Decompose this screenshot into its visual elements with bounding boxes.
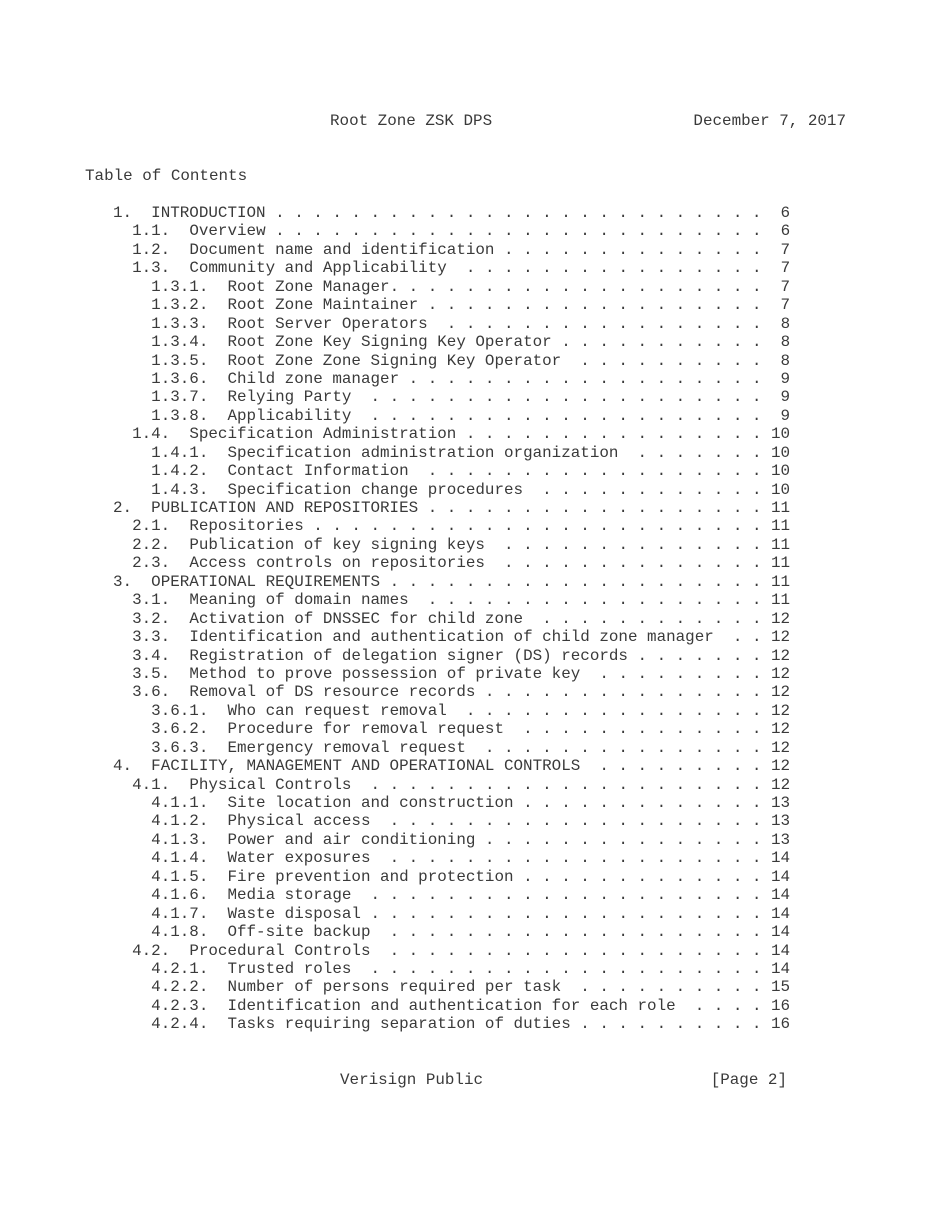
toc-entry-title: Root Zone Manager.	[227, 277, 400, 296]
toc-dot-leader: . . . . . . . . . . . . . .	[494, 240, 781, 259]
toc-entry-title: Access controls on repositories	[189, 554, 485, 573]
toc-entry[interactable]	[113, 333, 790, 351]
toc-dot-leader: . . . . . . . . . . . . . . . . . . . . . . . . . .	[265, 204, 781, 222]
toc-entry-page: 7	[780, 277, 791, 296]
toc-entry-title: Root Zone Zone Signing Key Operator	[227, 351, 562, 370]
toc-dot-leader: . . . . . . . . . . . . . . . . . .	[418, 499, 772, 517]
toc-entry[interactable]	[113, 868, 790, 886]
toc-entry-number: 1.3.6.	[151, 369, 209, 388]
toc-entry-number: 3.6.1.	[151, 701, 209, 720]
toc-entry-page: 13	[771, 812, 791, 831]
toc-entry-number: 1.1.	[132, 222, 171, 241]
toc-dot-leader: . . . . . . . . . . . . . .	[484, 554, 772, 573]
toc-dot-leader: . . . . . . . . . . . . . . . . . .	[408, 462, 772, 481]
toc-entry-title: Applicability	[227, 406, 352, 425]
toc-entry[interactable]	[113, 812, 790, 830]
toc-entry-page: 14	[771, 886, 791, 905]
toc-entry-page: 12	[771, 683, 791, 702]
footer-page-number: [Page 2]	[710, 1071, 787, 1089]
toc-entry-page: 12	[771, 757, 791, 776]
toc-entry[interactable]	[113, 352, 790, 370]
footer-label: Verisign Public	[340, 1071, 484, 1089]
toc-entry-title: Root Zone Key Signing Key Operator	[227, 333, 552, 352]
toc-entry-page: 14	[771, 941, 791, 960]
toc-dot-leader: . . . . . . . . .	[580, 757, 771, 776]
toc-entry[interactable]	[113, 923, 790, 941]
toc-entry-number: 3.4.	[132, 646, 171, 665]
toc-entry[interactable]	[113, 720, 790, 738]
toc-entry-title: FACILITY, MANAGEMENT AND OPERATIONAL CONTROLS	[151, 757, 581, 776]
toc-entry-number: 3.1.	[132, 591, 171, 610]
toc-entry[interactable]	[113, 536, 790, 554]
toc-entry-number: 1.3.1.	[151, 277, 209, 296]
toc-entry-title: Specification Administration	[189, 425, 457, 444]
toc-entry[interactable]	[113, 241, 790, 259]
toc-entry-title: Removal of DS resource records	[189, 683, 476, 702]
toc-entry-page: 12	[771, 646, 791, 665]
toc-entry-page: 14	[771, 959, 791, 978]
toc-entry[interactable]	[113, 591, 790, 609]
toc-entry-title: Who can request removal	[227, 701, 447, 720]
toc-dot-leader: . . . . . . . . . . . . .	[513, 867, 772, 886]
toc-entry-page: 9	[780, 388, 791, 407]
toc-entry[interactable]	[113, 573, 790, 591]
toc-entry-number: 1.3.3.	[151, 314, 209, 333]
toc-dot-leader: . . . . . . . . . . . . . .	[484, 535, 772, 554]
toc-dot-leader: . . . . . . . . . . . . .	[504, 720, 772, 739]
toc-entry-number: 1.3.7.	[151, 388, 209, 407]
toc-entry-page: 12	[771, 664, 791, 683]
toc-entry-title: Child zone manager	[227, 369, 400, 388]
toc-entry[interactable]	[113, 1015, 790, 1033]
toc-dot-leader: . . . . . . . . . . . . . . . . .	[427, 314, 781, 333]
toc-dot-leader: . . . . . . . . . . . . . . . . . .	[408, 591, 772, 610]
toc-dot-leader: . . . . . . . . . . .	[551, 333, 781, 352]
toc-dot-leader: . . . . . . .	[627, 646, 772, 665]
toc-entry-number: 3.	[113, 572, 133, 591]
toc-entry-title: Physical Controls	[189, 775, 352, 794]
toc-dot-leader: . . . . . . . . . . . . . . . . . . .	[399, 369, 781, 388]
toc-entry-title: Power and air conditioning	[227, 830, 476, 849]
toc-entry-page: 14	[771, 849, 791, 868]
toc-entry-number: 1.2.	[132, 240, 171, 259]
toc-dot-leader: . . . . . . . . . . . . . . . . . .	[418, 296, 781, 315]
toc-entry-page: 13	[771, 794, 791, 812]
toc-entry[interactable]	[113, 849, 790, 867]
toc-entry-page: 12	[771, 720, 791, 739]
toc-entry-page: 8	[780, 333, 791, 352]
toc-entry-title: Emergency removal request	[227, 738, 466, 757]
toc-dot-leader: . . . . . . . . . . . . . . . .	[446, 259, 781, 278]
toc-entry-page: 11	[771, 517, 791, 536]
toc-entry-page: 8	[780, 314, 791, 333]
toc-dot-leader: . . . . . . .	[618, 443, 772, 462]
toc-dot-leader: . . . . . . . . . .	[561, 351, 781, 370]
toc-entry-title: Community and Applicability	[189, 259, 447, 278]
toc-entry[interactable]	[113, 444, 790, 462]
toc-entry-number: 3.5.	[132, 664, 171, 683]
toc-entry-number: 1.3.8.	[151, 406, 209, 425]
toc-entry[interactable]	[113, 296, 790, 314]
toc-entry-number: 3.6.2.	[151, 720, 209, 739]
toc-dot-leader: . . . . . . . . . . . . . . . . . . . . .	[351, 388, 781, 407]
toc-entry-title: Activation of DNSSEC for child zone	[189, 609, 524, 628]
toc-entry-page: 11	[771, 535, 791, 554]
toc-entry-page: 8	[780, 351, 791, 370]
toc-entry[interactable]	[113, 499, 790, 517]
toc-entry-title: Relying Party	[227, 388, 352, 407]
toc-entry-page: 10	[771, 462, 791, 481]
toc-entry-number: 1.	[113, 204, 133, 222]
toc-entry-title: Site location and construction	[227, 794, 514, 812]
toc-entry[interactable]	[113, 739, 790, 757]
toc-dot-leader: . . . . . . . . . . . . . . . . . . . . .	[351, 775, 772, 794]
toc-entry[interactable]	[113, 222, 790, 240]
toc-entry-title: Repositories	[189, 517, 304, 536]
toc-entry-number: 4.1.6.	[151, 886, 209, 905]
toc-entry-title: Publication of key signing keys	[189, 535, 485, 554]
toc-entry-page: 11	[771, 572, 791, 591]
toc-entry-number: 4.2.2.	[151, 978, 209, 997]
toc-entry-page: 12	[771, 609, 791, 628]
toc-entry-page: 16	[771, 996, 791, 1015]
toc-entry-number: 4.2.4.	[151, 1015, 209, 1034]
toc-entry-title: Registration of delegation signer (DS) records	[189, 646, 628, 665]
toc-entry[interactable]	[113, 960, 790, 978]
toc-entry[interactable]	[113, 702, 790, 720]
toc-entry[interactable]	[113, 628, 790, 646]
toc-dot-leader: . . . . . . . . . . . . . . . . . . . . .	[351, 406, 781, 425]
toc-dot-leader: . . . . . . . . . . . . . . . . . . . .	[370, 812, 772, 831]
toc-entry-number: 1.4.3.	[151, 480, 209, 499]
toc-dot-leader: . . . . . . . . . . . . . . .	[475, 830, 772, 849]
toc-entry[interactable]	[113, 554, 790, 572]
toc-entry[interactable]	[113, 517, 790, 535]
header-document-title: Root Zone ZSK DPS	[330, 112, 493, 130]
toc-entry-page: 7	[780, 259, 791, 278]
toc-entry-page: 12	[771, 738, 791, 757]
toc-entry[interactable]	[113, 776, 790, 794]
toc-entry[interactable]	[113, 204, 790, 222]
toc-entry-page: 12	[771, 775, 791, 794]
toc-entry-page: 14	[771, 923, 791, 942]
toc-entry[interactable]	[113, 425, 790, 443]
toc-entry-title: Overview	[189, 222, 266, 241]
toc-dot-leader: . . . . . . . . . . . . . . . . . . . .	[380, 572, 772, 591]
toc-heading: Table of Contents	[85, 167, 248, 185]
toc-entry-number: 4.1.3.	[151, 830, 209, 849]
toc-entry-number: 3.2.	[132, 609, 171, 628]
toc-entry[interactable]	[113, 886, 790, 904]
toc-entry-number: 1.3.2.	[151, 296, 209, 315]
toc-entry[interactable]	[113, 315, 790, 333]
toc-entry[interactable]	[113, 610, 790, 628]
toc-entry-title: Specification change procedures	[227, 480, 524, 499]
toc-entry-page: 10	[771, 425, 791, 444]
toc-entry-title: Identification and authentication of child zone manager	[189, 628, 714, 647]
toc-entry-page: 6	[780, 222, 791, 241]
toc-dot-leader: . . . . . . . . . . . . . . . .	[456, 425, 772, 444]
toc-dot-leader: . . . . . . . . . .	[561, 978, 772, 997]
toc-entry-page: 9	[780, 369, 791, 388]
toc-entry-title: OPERATIONAL REQUIREMENTS	[151, 572, 381, 591]
toc-dot-leader: . . . . . . . . . . . . . . .	[465, 738, 772, 757]
toc-entry-page: 11	[771, 554, 791, 573]
toc-entry[interactable]	[113, 462, 790, 480]
toc-dot-leader: . . . . . . . . . .	[570, 1015, 772, 1034]
toc-entry[interactable]	[113, 978, 790, 996]
toc-entry-page: 11	[771, 499, 791, 517]
toc-dot-leader: . . . . . . . . . . . . . . . . . . . . .	[351, 959, 772, 978]
toc-entry-number: 2.3.	[132, 554, 171, 573]
toc-dot-leader: . . . . . . . . . . . . . . . . . . .	[399, 277, 781, 296]
toc-entry-page: 7	[780, 240, 791, 259]
toc-entry-number: 4.1.1.	[151, 794, 209, 812]
toc-entry-page: 12	[771, 701, 791, 720]
toc-entry-number: 1.4.1.	[151, 443, 209, 462]
table-of-contents	[113, 204, 790, 1034]
toc-entry-title: Contact Information	[227, 462, 409, 481]
toc-entry-page: 13	[771, 830, 791, 849]
toc-entry[interactable]	[113, 831, 790, 849]
toc-entry-title: Off-site backup	[227, 923, 371, 942]
toc-entry-title: Specification administration organization	[227, 443, 619, 462]
toc-entry-number: 4.	[113, 757, 133, 776]
toc-entry[interactable]	[113, 905, 790, 923]
toc-dot-leader: . . . . . . . . . . . . . . .	[475, 683, 772, 702]
toc-entry-title: Fire prevention and protection	[227, 867, 514, 886]
toc-entry-title: Root Server Operators	[227, 314, 428, 333]
toc-dot-leader: . . . . . . . . . . . . . . . . . . . .	[370, 941, 772, 960]
toc-entry-number: 3.6.	[132, 683, 171, 702]
toc-entry-title: Media storage	[227, 886, 352, 905]
toc-entry[interactable]	[113, 665, 790, 683]
toc-entry-number: 2.2.	[132, 535, 171, 554]
toc-dot-leader: . . . . . . . . . . . . . . . .	[446, 701, 772, 720]
toc-entry-title: Procedural Controls	[189, 941, 371, 960]
toc-entry-page: 6	[780, 204, 791, 222]
toc-entry-page: 10	[771, 443, 791, 462]
toc-entry-title: INTRODUCTION	[151, 204, 266, 222]
toc-entry[interactable]	[113, 388, 790, 406]
toc-entry[interactable]	[113, 997, 790, 1015]
toc-dot-leader: . . . . . . . . . . . . . . . . . . . . . . . . . .	[265, 222, 781, 241]
toc-entry-page: 14	[771, 904, 791, 923]
toc-entry-title: Document name and identification	[189, 240, 495, 259]
toc-entry-title: Tasks requiring separation of duties	[227, 1015, 571, 1034]
toc-entry-title: Procedure for removal request	[227, 720, 504, 739]
toc-entry-title: PUBLICATION AND REPOSITORIES	[151, 499, 419, 517]
toc-entry-page: 11	[771, 591, 791, 610]
toc-entry-title: Waste disposal	[227, 904, 361, 923]
toc-dot-leader: . .	[713, 628, 772, 647]
toc-entry-title: Physical access	[227, 812, 371, 831]
toc-entry-title: Number of persons required per task	[227, 978, 562, 997]
toc-entry-page: 15	[771, 978, 791, 997]
toc-entry-number: 1.3.	[132, 259, 171, 278]
toc-entry-page: 7	[780, 296, 791, 315]
toc-dot-leader: . . . . . . . . . . . . . . . . . . . . . . . .	[303, 517, 772, 536]
toc-entry-title: Identification and authentication for each role	[227, 996, 676, 1015]
toc-entry-number: 4.2.1.	[151, 959, 209, 978]
toc-entry-number: 1.3.5.	[151, 351, 209, 370]
toc-entry-page: 14	[771, 867, 791, 886]
toc-entry[interactable]	[113, 794, 790, 812]
toc-entry-number: 4.1.8.	[151, 923, 209, 942]
toc-entry-number: 4.1.4.	[151, 849, 209, 868]
toc-entry-page: 12	[771, 628, 791, 647]
toc-dot-leader: . . . .	[675, 996, 772, 1015]
toc-entry-title: Trusted roles	[227, 959, 352, 978]
toc-dot-leader: . . . . . . . . .	[580, 664, 772, 683]
toc-entry-number: 4.1.7.	[151, 904, 209, 923]
toc-dot-leader: . . . . . . . . . . . . .	[513, 794, 772, 812]
header-date: December 7, 2017	[693, 112, 846, 130]
toc-dot-leader: . . . . . . . . . . . .	[523, 609, 772, 628]
toc-entry[interactable]	[113, 757, 790, 775]
toc-entry-page: 9	[780, 406, 791, 425]
toc-entry-number: 2.	[113, 499, 133, 517]
toc-entry[interactable]	[113, 259, 790, 277]
toc-entry-page: 16	[771, 1015, 791, 1034]
toc-entry[interactable]	[113, 481, 790, 499]
toc-dot-leader: . . . . . . . . . . . . . . . . . . . . .	[360, 904, 772, 923]
toc-entry[interactable]	[113, 278, 790, 296]
toc-entry-number: 4.2.	[132, 941, 171, 960]
toc-entry[interactable]	[113, 942, 790, 960]
toc-entry-number: 1.4.2.	[151, 462, 209, 481]
toc-dot-leader: . . . . . . . . . . . . . . . . . . . .	[370, 923, 772, 942]
toc-entry-number: 1.3.4.	[151, 333, 209, 352]
toc-entry-title: Root Zone Maintainer	[227, 296, 419, 315]
toc-entry-title: Method to prove possession of private key	[189, 664, 581, 683]
toc-entry[interactable]	[113, 407, 790, 425]
toc-entry[interactable]	[113, 370, 790, 388]
toc-entry-number: 4.2.3.	[151, 996, 209, 1015]
toc-entry-number: 4.1.2.	[151, 812, 209, 831]
toc-entry-page: 10	[771, 480, 791, 499]
toc-entry-number: 3.3.	[132, 628, 171, 647]
toc-entry[interactable]	[113, 683, 790, 701]
toc-entry-number: 4.1.5.	[151, 867, 209, 886]
toc-entry-title: Meaning of domain names	[189, 591, 409, 610]
toc-entry-number: 2.1.	[132, 517, 171, 536]
toc-entry[interactable]	[113, 647, 790, 665]
toc-dot-leader: . . . . . . . . . . . .	[523, 480, 772, 499]
toc-entry-title: Water exposures	[227, 849, 371, 868]
toc-dot-leader: . . . . . . . . . . . . . . . . . . . .	[370, 849, 772, 868]
toc-entry-number: 3.6.3.	[151, 738, 209, 757]
toc-entry-number: 1.4.	[132, 425, 171, 444]
toc-dot-leader: . . . . . . . . . . . . . . . . . . . . .	[351, 886, 772, 905]
toc-entry-number: 4.1.	[132, 775, 171, 794]
